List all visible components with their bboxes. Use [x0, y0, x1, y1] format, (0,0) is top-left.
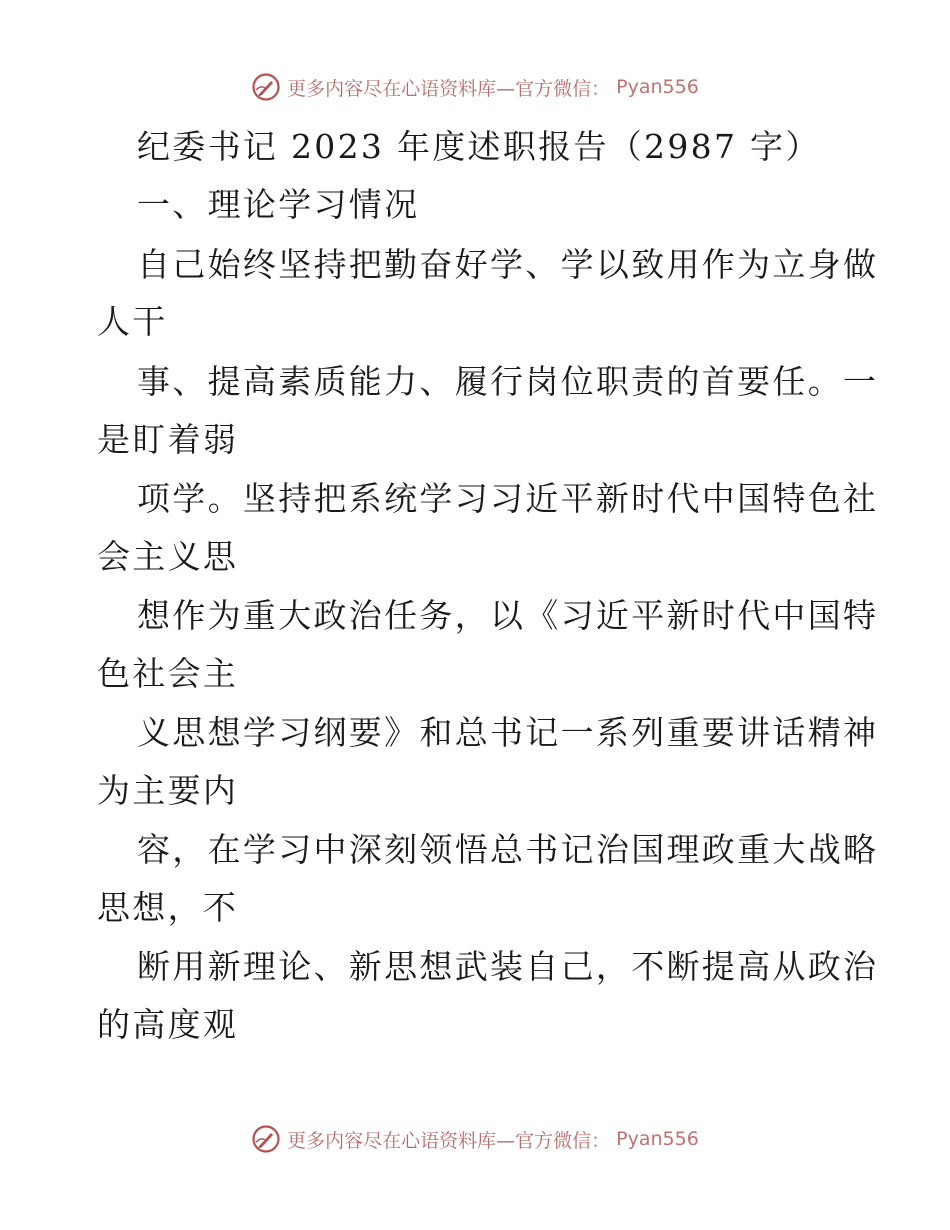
body-line: 项学。坚持把系统学习习近平新时代中国特色社 — [137, 479, 879, 518]
body-line: 义思想学习纲要》和总书记一系列重要讲话精神 — [137, 713, 879, 752]
body-line: 容，在学习中深刻领悟总书记治国理政重大战略 — [137, 830, 879, 869]
header-watermark — [0, 72, 950, 102]
watermark-id: Pyan556 — [616, 76, 699, 98]
body-line: 为主要内 — [97, 771, 239, 810]
body-line: 的高度观 — [97, 1005, 239, 1044]
footer-watermark — [0, 1124, 950, 1154]
watermark-text: 更多内容尽在心语资料库—官方微信： — [287, 1129, 611, 1152]
body-line: 色社会主 — [97, 654, 239, 693]
watermark-text: 更多内容尽在心语资料库—官方微信： — [287, 77, 611, 100]
quill-pen-seal-icon — [251, 72, 281, 102]
watermark-id: Pyan556 — [616, 1128, 699, 1150]
body-line: 想作为重大政治任务，以《习近平新时代中国特 — [137, 596, 879, 635]
body-line: 思想，不 — [97, 888, 239, 927]
body-line: 是盯着弱 — [97, 420, 239, 459]
body-line: 事、提高素质能力、履行岗位职责的首要任。一 — [137, 362, 879, 401]
body-line: 断用新理论、新思想武装自己，不断提高从政治 — [137, 947, 879, 986]
section-heading: 一、理论学习情况 — [137, 185, 420, 224]
quill-pen-seal-icon — [251, 1124, 281, 1154]
body-line: 人干 — [97, 302, 168, 341]
document-title: 纪委书记 2023 年度述职报告（2987 字） — [137, 127, 821, 166]
body-line: 自己始终坚持把勤奋好学、学以致用作为立身做 — [137, 245, 879, 284]
body-line: 会主义思 — [97, 537, 239, 576]
